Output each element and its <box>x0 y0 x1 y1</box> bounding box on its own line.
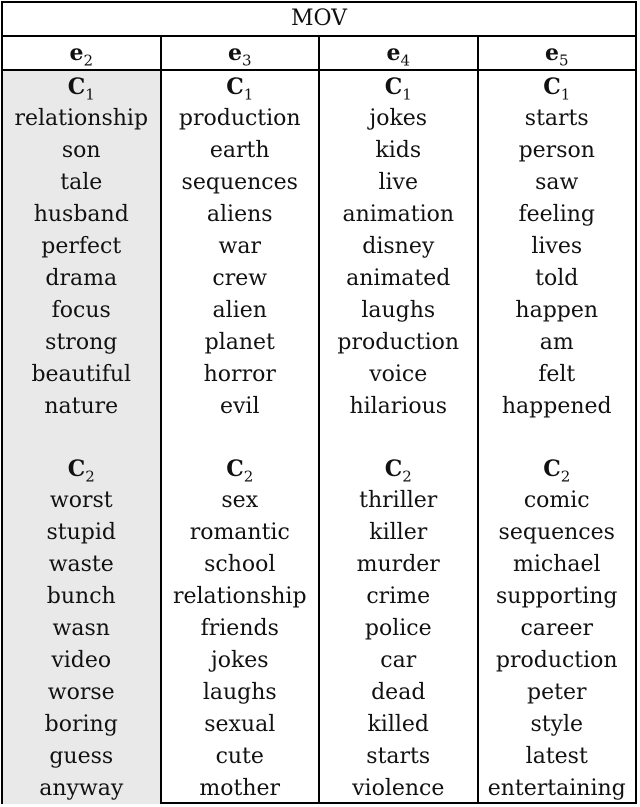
cluster-label-c2: $C_2$ <box>384 456 412 486</box>
spacer <box>3 423 160 453</box>
word-cell: thriller <box>359 488 438 513</box>
word-cell: waste <box>48 552 114 577</box>
word-cell: happen <box>515 298 599 323</box>
word-cell: relationship <box>14 106 149 131</box>
word-cell: sex <box>221 488 259 513</box>
word-cell: husband <box>33 202 129 227</box>
word-cell: relationship <box>172 584 307 609</box>
word-cell: boring <box>44 712 118 737</box>
column-e4 <box>320 71 479 804</box>
word-cell: mother <box>199 776 281 801</box>
word-cell: kids <box>375 138 422 163</box>
word-cell: latest <box>525 744 588 769</box>
word-cell: focus <box>51 298 111 323</box>
column-header-e2: $e_2$ <box>3 37 162 69</box>
word-cell: war <box>218 234 261 259</box>
word-cell: told <box>535 266 579 291</box>
word-cell: person <box>518 138 595 163</box>
word-cell: car <box>380 648 417 673</box>
word-cell: anyway <box>39 776 124 801</box>
word-cell: stupid <box>46 520 116 545</box>
word-cell: strong <box>45 330 118 355</box>
word-cell: hilarious <box>349 394 448 419</box>
word-cell: crew <box>212 266 268 291</box>
cluster-label-c1: $C_1$ <box>67 74 95 104</box>
word-cell: alien <box>212 298 267 323</box>
word-cell: killed <box>367 712 430 737</box>
word-cell: killer <box>369 520 428 545</box>
word-cell: cute <box>215 744 264 769</box>
word-cell: murder <box>356 552 440 577</box>
word-cell: romantic <box>189 520 290 545</box>
word-cell: tale <box>60 170 103 195</box>
word-cell: aliens <box>206 202 273 227</box>
spacer <box>162 423 319 453</box>
word-cell: worse <box>47 680 115 705</box>
word-cell: planet <box>204 330 275 355</box>
word-cell: animated <box>346 266 451 291</box>
column-e3 <box>162 71 321 804</box>
word-cell: son <box>61 138 101 163</box>
word-cell: laughs <box>361 298 436 323</box>
word-cell: saw <box>535 170 579 195</box>
topic-table <box>1 1 637 804</box>
cluster-label-c1: $C_1$ <box>543 74 571 104</box>
word-cell: police <box>364 616 432 641</box>
column-e2 <box>3 71 162 804</box>
word-cell: sequences <box>181 170 298 195</box>
word-cell: comic <box>523 488 590 513</box>
word-cell: sexual <box>204 712 276 737</box>
word-cell: disney <box>362 234 435 259</box>
word-cell: starts <box>366 744 431 769</box>
word-cell: entertaining <box>487 776 626 801</box>
cluster-label-c2: $C_2$ <box>67 456 95 486</box>
word-cell: school <box>204 552 276 577</box>
word-cell: felt <box>538 362 576 387</box>
word-cell: friends <box>200 616 279 641</box>
word-cell: starts <box>524 106 589 131</box>
word-cell: lives <box>531 234 583 259</box>
word-cell: career <box>520 616 593 641</box>
word-cell: violence <box>352 776 445 801</box>
word-cell: jokes <box>210 648 269 673</box>
cluster-label-c2: $C_2$ <box>226 456 254 486</box>
word-cell: feeling <box>518 202 595 227</box>
word-cell: jokes <box>369 106 428 131</box>
word-cell: peter <box>527 680 587 705</box>
word-cell: crime <box>366 584 431 609</box>
word-cell: wasn <box>52 616 110 641</box>
word-cell: production <box>495 648 618 673</box>
word-cell: style <box>530 712 584 737</box>
spacer <box>320 423 477 453</box>
word-cell: beautiful <box>31 362 132 387</box>
column-header-e3: $e_3$ <box>162 37 321 69</box>
word-cell: voice <box>369 362 428 387</box>
column-header-e5: $e_5$ <box>544 40 569 70</box>
spacer <box>479 423 636 453</box>
word-cell: perfect <box>41 234 122 259</box>
word-cell: live <box>378 170 419 195</box>
column-header-e4: $e_4$ <box>320 37 479 69</box>
word-cell: bunch <box>46 584 116 609</box>
word-cell: production <box>337 330 460 355</box>
word-cell: evil <box>219 394 260 419</box>
cluster-label-c1: $C_1$ <box>384 74 412 104</box>
word-cell: happened <box>501 394 612 419</box>
word-cell: earth <box>209 138 270 163</box>
table-body <box>3 71 635 804</box>
header-row <box>3 37 635 71</box>
word-cell: sequences <box>498 520 615 545</box>
word-cell: horror <box>203 362 276 387</box>
word-cell: nature <box>44 394 119 419</box>
word-cell: am <box>539 330 574 355</box>
word-cell: dead <box>371 680 426 705</box>
table-title: MOV <box>3 3 635 37</box>
word-cell: supporting <box>495 584 618 609</box>
word-cell: production <box>178 106 301 131</box>
word-cell: drama <box>45 266 118 291</box>
word-cell: michael <box>512 552 601 577</box>
column-e5 <box>479 71 636 804</box>
word-cell: laughs <box>202 680 277 705</box>
cluster-label-c2: $C_2$ <box>543 456 571 486</box>
word-cell: guess <box>49 744 114 769</box>
word-cell: worst <box>49 488 113 513</box>
word-cell: video <box>51 648 112 673</box>
word-cell: animation <box>342 202 455 227</box>
cluster-label-c1: $C_1$ <box>226 74 254 104</box>
